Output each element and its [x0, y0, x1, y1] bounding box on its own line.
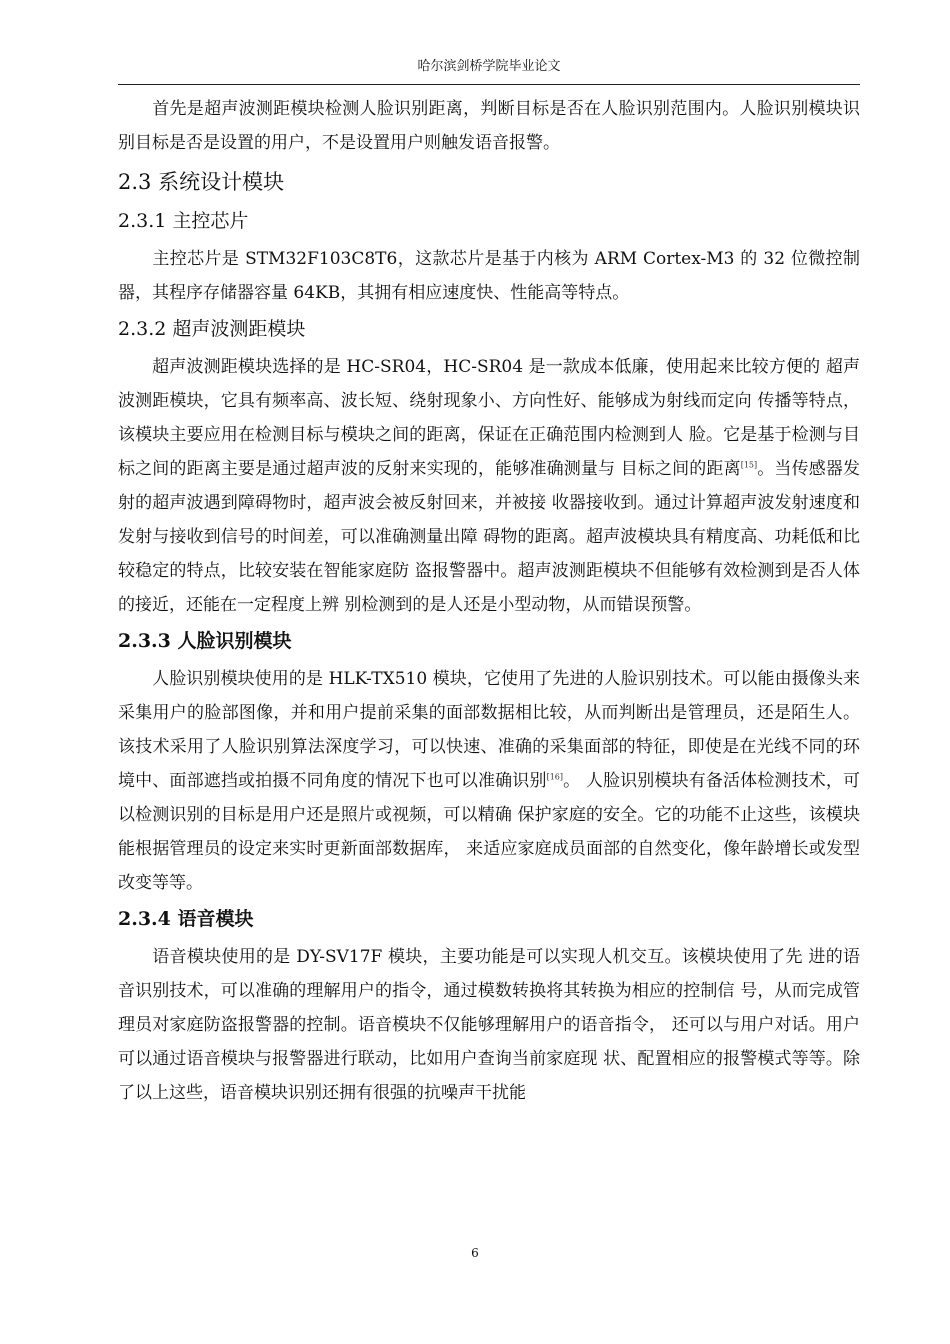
section-2-3-3-text-a: 人脸识别模块使用的是 HLK-TX510 模块，它使用了先进的人脸识别技术。可以能由摄像头来采集用户的脸部图像，并和用户提前采集的面部数据相比较，从而判断出是管理员，还是陌生人。该技术采用了人脸识别算法深度学习，可以快速、准确的采集面部的特征，即使是在光线不同的环境中、面部遮挡或拍摄不同角度的情况下也可以准确识别	[118, 669, 860, 791]
section-2-3-4-text: 语音模块使用的是 DY-SV17F 模块，主要功能是可以实现人机交互。该模块使用了先 进的语音识别技术，可以准确的理解用户的指令，通过模数转换将其转换为相应的控制信 号，从而完成管理员对家庭防盗报警器的控制。语音模块不仅能够理解用户的语音指令， 还可以与用户对话。用户可以通过语音模块与报警器进行联动，比如用户查询当前家庭现 状、配置相应的报警模式等等。除了以上这些，语音模块识别还拥有很强的抗噪声干扰能	[118, 947, 860, 1103]
section-2-3-2-text-a: 超声波测距模块选择的是 HC-SR04，HC-SR04 是一款成本低廉，使用起来比较方便的 超声波测距模块，它具有频率高、波长短、绕射现象小、方向性好、能够成为射线而定向 传播等特点，该模块主要应用在检测目标与模块之间的距离，保证在正确范围内检测到人 脸。它是基于检测与目标之间的距离主要是通过超声波的反射来实现的，能够准确测量与 目标之间的距离	[118, 357, 860, 479]
intro-text: 首先是超声波测距模块检测人脸识别距离，判断目标是否在人脸识别范围内。人脸识别模块识别目标是否是设置的用户，不是设置用户则触发语音报警。	[118, 99, 860, 153]
section-2-3-3-heading: 2.3.3 人脸识别模块	[118, 630, 292, 652]
page-content	[118, 92, 860, 1110]
section-2-3-3-text-b: 。 人脸识别模块有备活体检测技术，可以检测识别的目标是用户还是照片或视频，可以精确 保护家庭的安全。它的功能不止这些，该模块能根据管理员的设定来实时更新面部数据库， 来适应家庭成员面部的自然变化，像年龄增长或发型改变等等。	[118, 771, 861, 893]
section-2-3-1-paragraph	[118, 242, 860, 310]
section-2-3-4-heading: 2.3.4 语音模块	[118, 908, 254, 930]
section-2-3-2-paragraph	[118, 350, 860, 622]
citation-16: [16]	[546, 772, 564, 782]
section-2-3-2-heading: 2.3.2 超声波测距模块	[118, 318, 306, 340]
section-2-3-1-text: 主控芯片是 STM32F103C8T6，这款芯片是基于内核为 ARM Cortex-M3 的 32 位微控制 器，其程序存储器容量 64KB，其拥有相应速度快、性能高等特点。	[118, 249, 860, 303]
intro-paragraph	[118, 92, 860, 160]
section-2-3-1-heading: 2.3.1 主控芯片	[118, 210, 249, 232]
section-2-3-3-paragraph	[118, 662, 860, 900]
section-2-3-2-text-b: 。当传感器发射的超声波遇到障碍物时，超声波会被反射回来，并被接 收器接收到。通过计算超声波发射速度和发射与接收到信号的时间差，可以准确测量出障 碍物的距离。超声波模块具有精度高、功耗低和比较稳定的特点，比较安装在智能家庭防 盗报警器中。超声波测距模块不但能够有效检测到是否人体的接近，还能在一定程度上辨 别检测到的是人还是小型动物，从而错误预警。	[118, 459, 861, 615]
section-2-3-4-paragraph	[118, 940, 860, 1110]
page-header: 哈尔滨剑桥学院毕业论文	[118, 52, 860, 85]
section-2-3-heading: 2.3 系统设计模块	[118, 170, 285, 194]
page-number: 6	[471, 1246, 479, 1260]
citation-15: [15]	[740, 460, 758, 470]
